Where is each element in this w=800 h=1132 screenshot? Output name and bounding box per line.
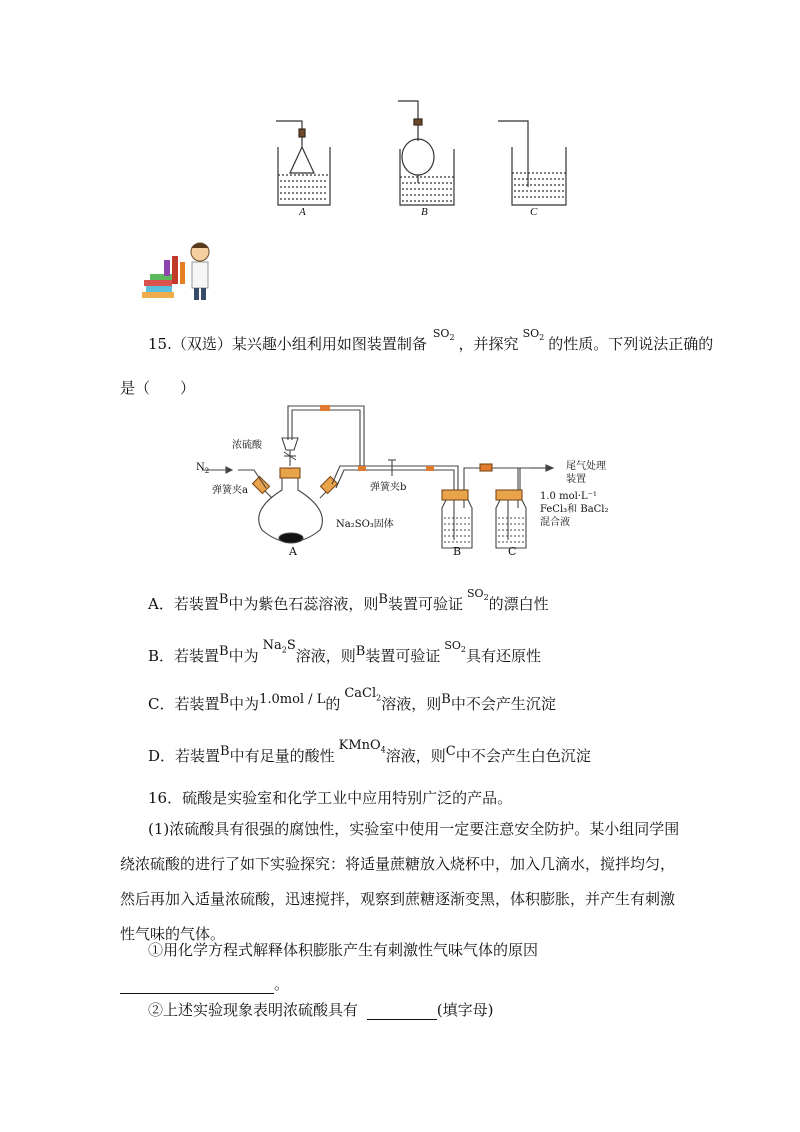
apparatus-c — [498, 121, 566, 205]
option-b-text1: B．若装置 — [148, 647, 220, 665]
label-tail-gas: 尾气处理装置 — [566, 461, 606, 485]
option-d-text1: D．若装置 — [148, 747, 221, 765]
option-c-text1: C．若装置 — [148, 695, 220, 713]
option-c-text4: 溶液，则 — [381, 695, 442, 713]
concentration: 1.0mol / L — [259, 692, 326, 707]
option-b-text3: 溶液，则 — [295, 647, 356, 665]
answer-blank-2[interactable] — [367, 1003, 437, 1020]
option-d-text4: 中不会产生白色沉淀 — [455, 747, 591, 765]
apparatus-ref: B — [378, 592, 388, 607]
option-a-text1: A．若装置 — [148, 595, 219, 613]
q16-stem: 16．硫酸是实验室和化学工业中应用特别广泛的产品。 — [148, 789, 513, 807]
label-apparatus-c: C — [530, 206, 538, 218]
apparatus-ref: B — [218, 592, 229, 607]
q16-sub2-text: ②上述实验现象表明浓硫酸具有 — [148, 1001, 359, 1019]
cacl2-formula: CaCl$_2$ — [344, 686, 382, 703]
so2-formula: SO2 — [467, 587, 489, 603]
scientist-clipart — [140, 236, 220, 302]
q16-sub1: ①用化学方程式解释体积膨胀产生有刺激性气味气体的原因 — [148, 941, 539, 959]
apparatus-ref: B — [219, 644, 229, 659]
q15-stem-line1 — [148, 327, 714, 360]
option-a-text2: 中为紫色石蕊溶液，则 — [228, 595, 379, 613]
label-apparatus-b: B — [421, 206, 428, 218]
apparatus-ref: B — [441, 692, 451, 707]
option-c-text5: 中不会产生沉淀 — [450, 695, 556, 713]
na2s-formula: $Na_2S$ — [262, 638, 296, 655]
q16-sub2 — [148, 1000, 494, 1020]
label-conc-acid: 浓硫酸 — [232, 440, 262, 451]
q15-stem-text1: 某兴趣小组利用如图装置制备 — [231, 335, 427, 353]
answer-blank-1[interactable] — [120, 977, 274, 994]
q15-number: 15. — [148, 335, 172, 353]
label-flask-a: A — [289, 545, 297, 558]
apparatus-ref: B — [219, 692, 230, 707]
option-b-text4: 装置可验证 — [365, 647, 441, 665]
q16-paragraph: (1)浓硫酸具有很强的腐蚀性，实验室中使用一定要注意安全防护。某小组同学围绕浓硫酸的进行了如下实验探究：将适量蔗糖放入烧杯中，加入几滴水，搅拌均匀，然后再加入适量浓硫酸，迅速搅拌，观察到蔗糖逐渐变黑，体积膨胀，并产生有刺激性气味的气体。 — [120, 820, 680, 943]
kmno4-formula: KMnO$_4$ — [338, 738, 386, 755]
option-c-text3: 的 — [325, 695, 341, 713]
q16-blank1-line[interactable] — [120, 974, 289, 994]
q15-stem-text2: ，并探究 — [458, 335, 519, 353]
so2-formula: SO2 — [444, 639, 466, 655]
label-bottle-b: B — [453, 545, 462, 558]
blank1-period: 。 — [274, 975, 290, 993]
apparatus-a — [276, 121, 330, 205]
apparatus-ref: B — [220, 744, 230, 759]
apparatus-ref: C — [445, 744, 456, 759]
label-apparatus-a: A — [299, 206, 306, 218]
so2-formula: SO2 — [522, 327, 545, 343]
q16-sub2-hint: (填字母) — [436, 1001, 494, 1019]
option-a-text4: 的漂白性 — [488, 595, 549, 613]
q15-stem-line2: 是（ ） — [120, 379, 196, 397]
option-b-text2: 中为 — [228, 647, 259, 665]
so2-apparatus-diagram — [190, 398, 630, 568]
label-bottle-c: C — [508, 545, 517, 558]
apparatus-b — [398, 101, 454, 205]
so2-formula: SO2 — [432, 327, 455, 343]
option-c[interactable] — [148, 686, 556, 721]
option-d-text2: 中有足量的酸性 — [229, 747, 335, 765]
option-b-text5: 具有还原性 — [466, 647, 542, 665]
apparatus-ref: B — [355, 644, 366, 659]
label-solution: 1.0 mol·L⁻¹ FeCl₃和 BaCl₂混合液 — [540, 491, 609, 528]
label-n2: $N_2$ — [196, 462, 210, 475]
q15-tag: （双选） — [171, 335, 232, 353]
option-a[interactable] — [148, 587, 549, 620]
option-b[interactable] — [148, 638, 542, 673]
label-clip-a: 弹簧夹a — [212, 485, 248, 496]
option-d[interactable] — [148, 738, 591, 773]
option-a-text3: 装置可验证 — [387, 595, 463, 613]
option-d-text3: 溶液，则 — [385, 747, 446, 765]
label-clip-b: 弹簧夹b — [370, 482, 407, 493]
option-c-text2: 中为 — [229, 695, 260, 713]
label-solid: Na₂SO₃固体 — [336, 519, 394, 530]
q15-stem-text3: 的性质。下列说法正确的 — [548, 335, 714, 353]
